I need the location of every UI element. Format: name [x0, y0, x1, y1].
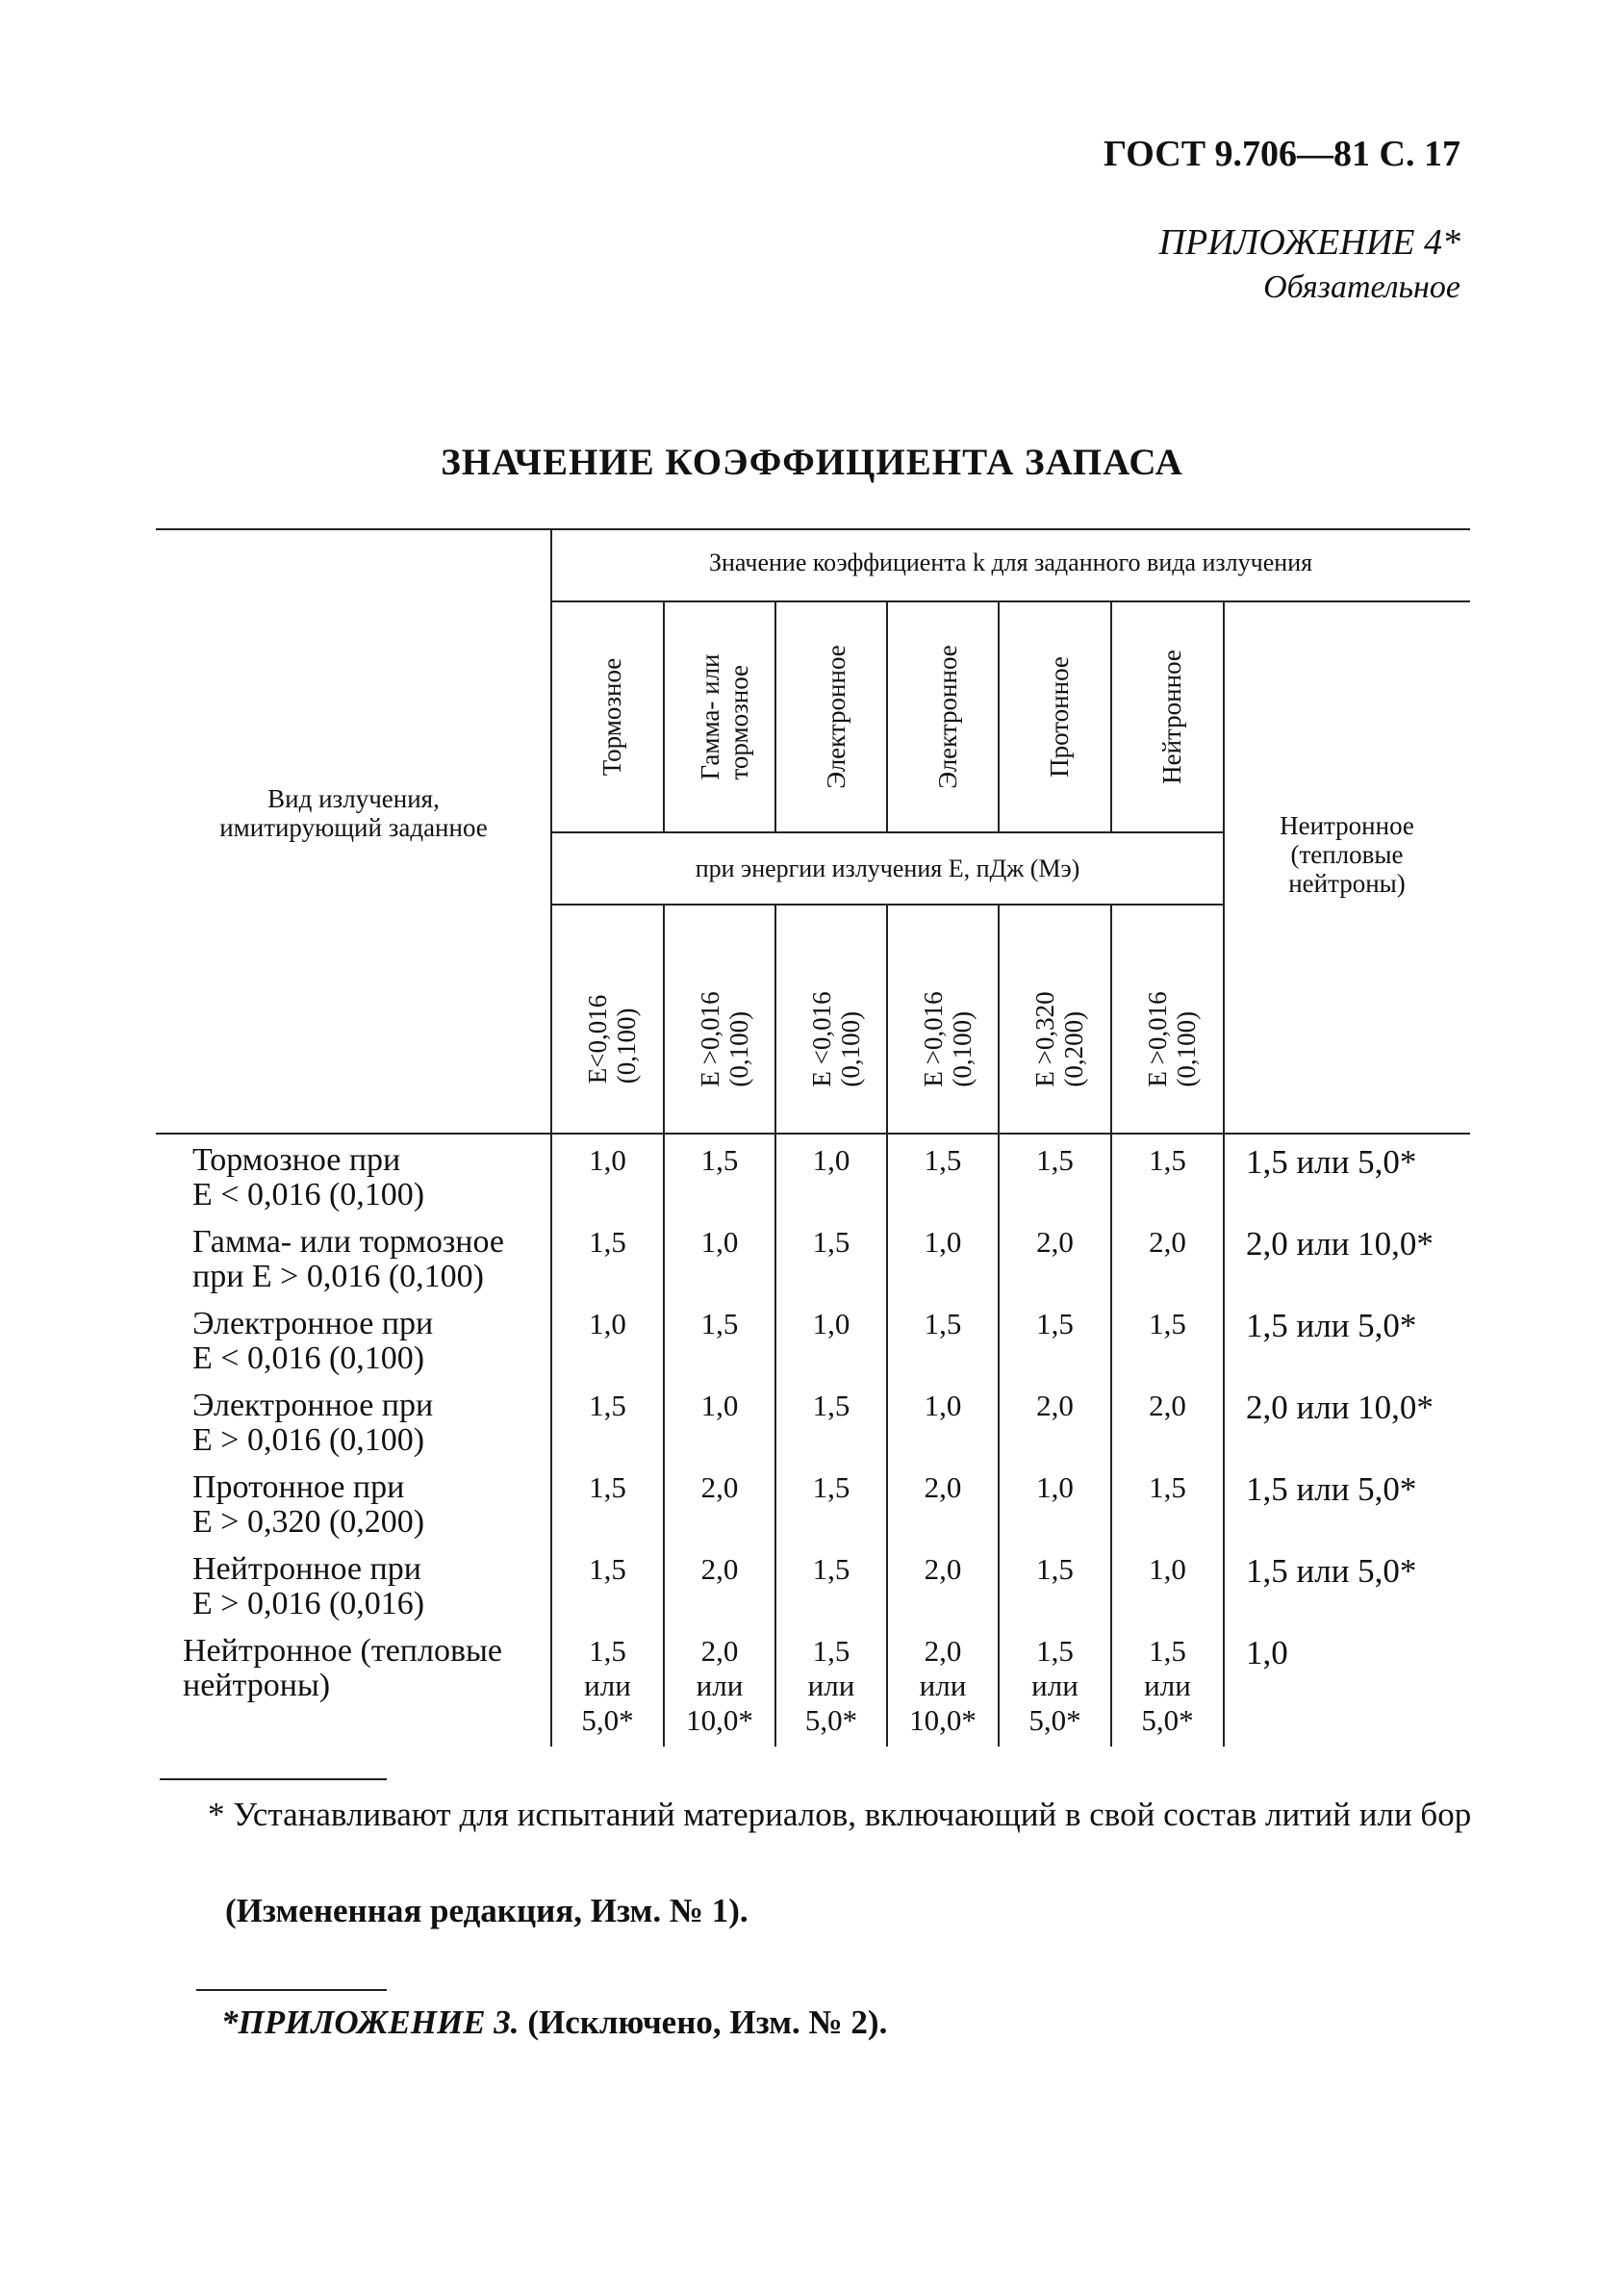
table-cell: 2,0 — [700, 1552, 739, 1586]
table-cell: 1,5 — [1149, 1307, 1186, 1340]
table-cell: 1,0 — [924, 1225, 962, 1259]
table-cell: 1,0 — [1149, 1552, 1186, 1586]
table-cell: 1,5 — [1036, 1143, 1074, 1177]
appendix-status: Обязательное — [1263, 269, 1460, 305]
table-cell-last: 1,0 — [1246, 1634, 1288, 1671]
appendix3-name: *ПРИЛОЖЕНИЕ 3. — [221, 2003, 520, 2041]
document-reference: ГОСТ 9.706—81 С. 17 — [1104, 134, 1460, 174]
footnote-text: * Устанавливают для испытаний материалов, включающий в свой состав литий или бор — [208, 1796, 1472, 1833]
table-cell: 1,5 — [589, 1225, 626, 1259]
table-cell: 1,0 — [589, 1143, 626, 1177]
table-title: ЗНАЧЕНИЕ КОЭФФИЦИЕНТА ЗАПАСА — [441, 442, 1183, 483]
radiation-type-1: Тормозное — [597, 657, 626, 777]
col0-header: Вид излучения, имитирующий заданное — [219, 784, 488, 842]
table-cell: 1,5 — [1149, 1470, 1186, 1504]
energy-2: E >0,016 (0,100) — [696, 991, 753, 1087]
table-cell: 1,5 — [700, 1143, 739, 1177]
row-label: Протонное при Е > 0,320 (0,200) — [192, 1469, 425, 1540]
table-cell: 1,0 — [700, 1389, 739, 1422]
appendix3-rule — [196, 1989, 387, 1991]
radiation-type-4: Электронное — [933, 645, 962, 789]
table-cell: 1,5 — [812, 1389, 850, 1422]
table-cell: 1,5 — [812, 1552, 850, 1586]
revision-note: (Измененная редакция, Изм. № 1). — [225, 1892, 749, 1929]
table-cell: 1,0 — [924, 1389, 962, 1422]
table-cell: 1,5 — [924, 1143, 962, 1177]
table-cell: 1,0 — [1036, 1470, 1074, 1504]
table-cell: 1,5 — [1036, 1552, 1074, 1586]
table-cell: 1,5 — [589, 1470, 626, 1504]
energy-4: E >0,016 (0,100) — [919, 991, 977, 1087]
table-cell: 1,5 или 5,0* — [1028, 1634, 1081, 1737]
table-cell-last: 2,0 или 10,0* — [1246, 1389, 1434, 1426]
table-cell: 1,5 — [1149, 1143, 1186, 1177]
table-cell: 1,5 или 5,0* — [581, 1634, 634, 1737]
appendix3-status: (Исключено, Изм. № 2). — [527, 2003, 888, 2041]
radiation-type-2: Гамма- или тормозное — [696, 653, 753, 780]
table-cell-last: 2,0 или 10,0* — [1246, 1225, 1434, 1263]
table-cell: 2,0 или 10,0* — [909, 1634, 977, 1737]
energy-5: E >0,320 (0,200) — [1030, 991, 1088, 1087]
radiation-type-6: Нейтронное — [1157, 650, 1186, 784]
row-label: Нейтронное (тепловые нейтроны) — [183, 1633, 502, 1703]
table-cell: 1,0 — [812, 1143, 850, 1177]
appendix3-line — [221, 2003, 887, 2042]
table-cell: 1,5 — [812, 1470, 850, 1504]
row-label: Тормозное при Е < 0,016 (0,100) — [192, 1142, 425, 1212]
energy-1: E<0,016 (0,100) — [583, 994, 641, 1084]
table-cell: 1,0 — [700, 1225, 739, 1259]
table-cell: 1,5 — [700, 1307, 739, 1340]
row-label: Гамма- или тормозное при Е > 0,016 (0,100) — [192, 1224, 505, 1294]
table-cell-last: 1,5 или 5,0* — [1246, 1307, 1417, 1344]
row-label: Электронное при Е > 0,016 (0,100) — [192, 1388, 434, 1458]
row-label: Электронное при Е < 0,016 (0,100) — [192, 1306, 434, 1376]
energy-6: E >0,016 (0,100) — [1143, 991, 1201, 1087]
table-cell: 2,0 — [1036, 1225, 1074, 1259]
table-cell: 2,0 — [924, 1552, 962, 1586]
radiation-type-3: Электронное — [822, 645, 850, 789]
table-cell: 2,0 — [700, 1470, 739, 1504]
table-cell: 1,5 или 5,0* — [1141, 1634, 1194, 1737]
table-cell: 2,0 — [924, 1470, 962, 1504]
table-cell: 2,0 — [1036, 1389, 1074, 1422]
footnote-rule — [160, 1778, 387, 1780]
table-cell: 2,0 — [1149, 1225, 1186, 1259]
table-cell: 1,0 — [812, 1307, 850, 1340]
table-cell: 1,5 — [924, 1307, 962, 1340]
table-cell: 1,5 — [812, 1225, 850, 1259]
group-header: Значение коэффициента k для заданного вида излучения — [708, 549, 1313, 576]
table-cell: 1,5 или 5,0* — [804, 1634, 858, 1737]
table-cell: 1,5 — [1036, 1307, 1074, 1340]
table-cell-last: 1,5 или 5,0* — [1246, 1470, 1417, 1508]
appendix-label: ПРИЛОЖЕНИЕ 4* — [1158, 222, 1460, 263]
table-cell: 1,5 — [589, 1389, 626, 1422]
table-cell: 2,0 — [1149, 1389, 1186, 1422]
table-cell-last: 1,5 или 5,0* — [1246, 1143, 1417, 1181]
radiation-type-5: Протонное — [1045, 656, 1074, 778]
table-cell: 1,0 — [589, 1307, 626, 1340]
table-cell-last: 1,5 или 5,0* — [1246, 1552, 1417, 1590]
table-cell: 1,5 — [589, 1552, 626, 1586]
table-cell: 2,0 или 10,0* — [686, 1634, 753, 1737]
last-col-header: Неитронное (тепловые нейтроны) — [1280, 811, 1414, 898]
row-label: Нейтронное при Е > 0,016 (0,016) — [192, 1551, 425, 1621]
energy-header: при энергии излучения Е, пДж (Мэ) — [695, 855, 1080, 882]
energy-3: E <0,016 (0,100) — [807, 991, 865, 1087]
